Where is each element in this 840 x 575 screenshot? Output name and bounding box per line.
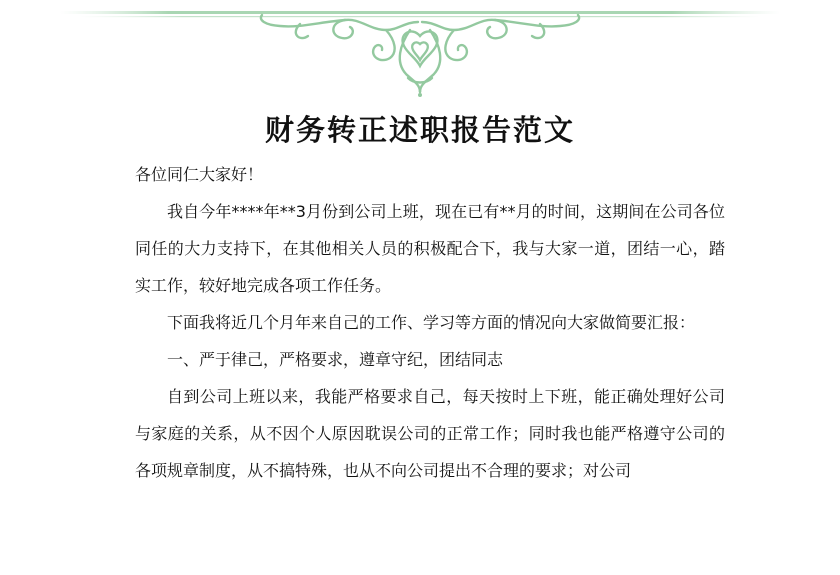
section-heading: 一、严于律己，严格要求，遵章守纪，团结同志 <box>167 350 504 369</box>
body-paragraph: 下面我将近几个月年来自己的工作、学习等方面的情况向大家做简要汇报： <box>167 313 696 332</box>
body-paragraph: 我自今年****年**3月份到公司上班，现在已有**月的时间，这期间在公司各位同任的大力支持下，在其他相关人员的积极配合下，我与大家一道，团结一心，踏实工作，较好地完成各项工作任务。 <box>135 202 725 295</box>
scroll-ornament-icon <box>0 0 840 100</box>
greeting-paragraph: 各位同仁大家好！ <box>135 165 264 184</box>
document-body <box>135 156 725 489</box>
body-paragraph: 自到公司上班以来，我能严格要求自己，每天按时上下班，能正确处理好公司与家庭的关系，从不因个人原因耽误公司的正常工作；同时我也能严格遵守公司的各项规章制度，从不搞特殊，也从不向公司提出不合理的要求；对公司 <box>135 387 725 480</box>
document-title: 财务转正述职报告范文 <box>264 113 575 147</box>
